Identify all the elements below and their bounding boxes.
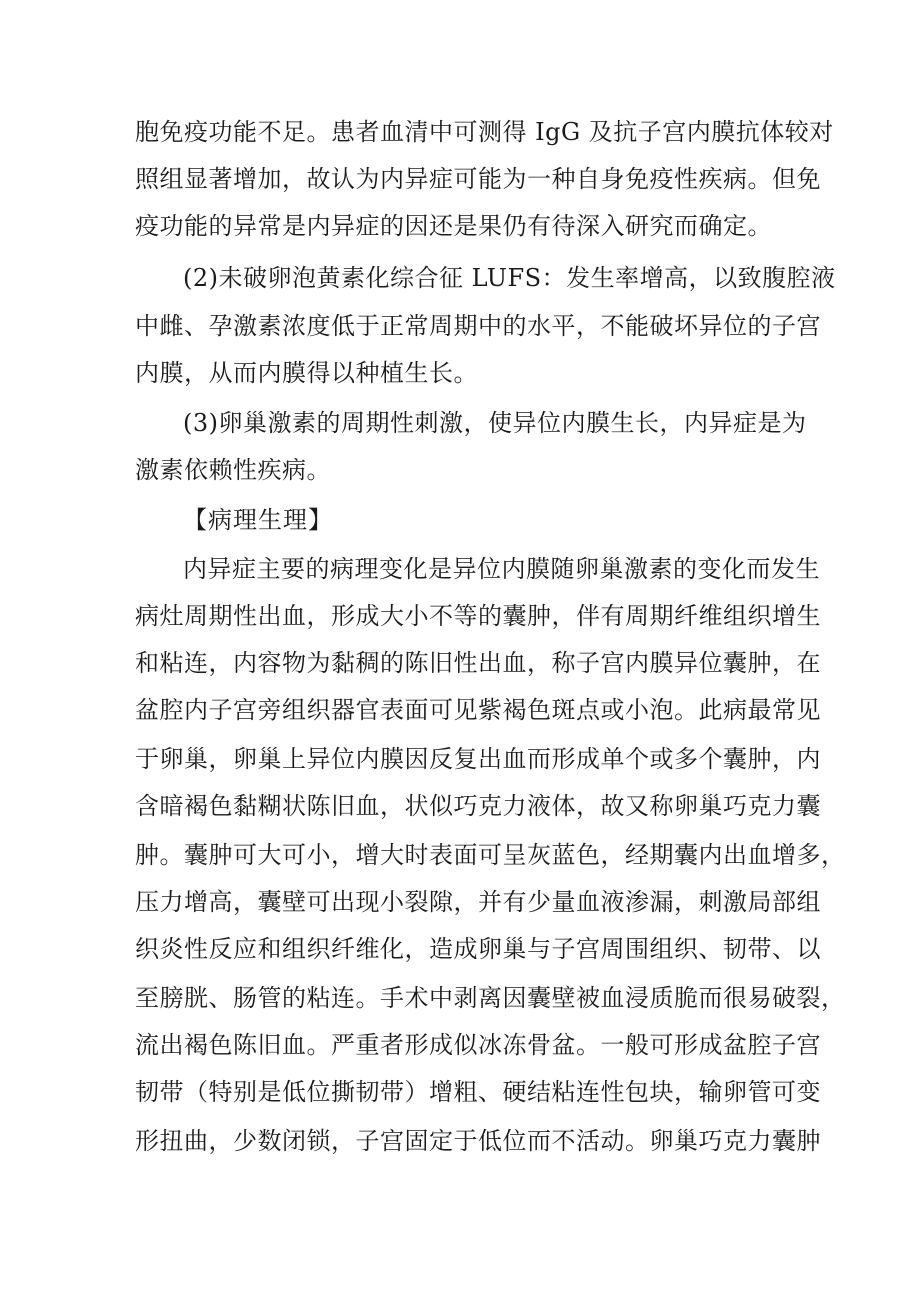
paragraph-line: 胞免疫功能不足。患者血清中可测得 IgG 及抗子宫内膜抗体较对 (135, 118, 834, 146)
paragraph-line: 和粘连，内容物为黏稠的陈旧性出血，称子宫内膜异位囊肿，在 (135, 649, 821, 677)
paragraph-line: (2)未破卵泡黄素化综合征 LUFS：发生率增高，以致腹腔液 (183, 264, 836, 292)
paragraph-line: 照组显著增加，故认为内异症可能为一种自身免疫性疾病。但免 (135, 165, 821, 193)
paragraph-line: 含暗褐色黏糊状陈旧血，状似巧克力液体，故又称卵巢巧克力囊 (135, 792, 821, 820)
paragraph-line: 韧带（特别是低位撕韧带）增粗、硬结粘连性包块，输卵管可变 (135, 1078, 821, 1106)
paragraph-line: 织炎性反应和组织纤维化，造成卵巢与子宫周围组织、韧带、以 (135, 935, 821, 963)
paragraph-line: 至膀胱、肠管的粘连。手术中剥离因囊壁被血浸质脆而很易破裂， (135, 984, 846, 1012)
section-heading: 【病理生理】 (183, 506, 333, 534)
paragraph-line: 疫功能的异常是内异症的因还是果仍有待深入研究而确定。 (135, 212, 772, 240)
paragraph-line: 盆腔内子宫旁组织器官表面可见紫褐色斑点或小泡。此病最常见 (135, 696, 821, 724)
paragraph-line: 中雌、孕激素浓度低于正常周期中的水平，不能破坏异位的子宫 (135, 312, 821, 340)
paragraph-line: 于卵巢，卵巢上异位内膜因反复出血而形成单个或多个囊肿，内 (135, 745, 821, 773)
paragraph-line: 激素依赖性疾病。 (135, 456, 331, 484)
paragraph-line: 内异症主要的病理变化是异位内膜随卵巢激素的变化而发生 (183, 555, 820, 583)
paragraph-line: 内膜，从而内膜得以种植生长。 (135, 359, 478, 387)
paragraph-line: 病灶周期性出血，形成大小不等的囊肿，伴有周期纤维组织增生 (135, 602, 821, 630)
paragraph-line: 形扭曲，少数闭锁，子宫固定于低位而不活动。卵巢巧克力囊肿 (135, 1127, 821, 1155)
paragraph-line: 压力增高，囊壁可出现小裂隙，并有少量血液渗漏，刺激局部组 (135, 888, 821, 916)
paragraph-line: (3)卵巢激素的周期性刺激，使异位内膜生长，内异症是为 (183, 409, 807, 437)
paragraph-line: 流出褐色陈旧血。严重者形成似冰冻骨盆。一般可形成盆腔子宫 (135, 1031, 821, 1059)
paragraph-line: 肿。囊肿可大可小，增大时表面可呈灰蓝色，经期囊内出血增多， (135, 841, 846, 869)
